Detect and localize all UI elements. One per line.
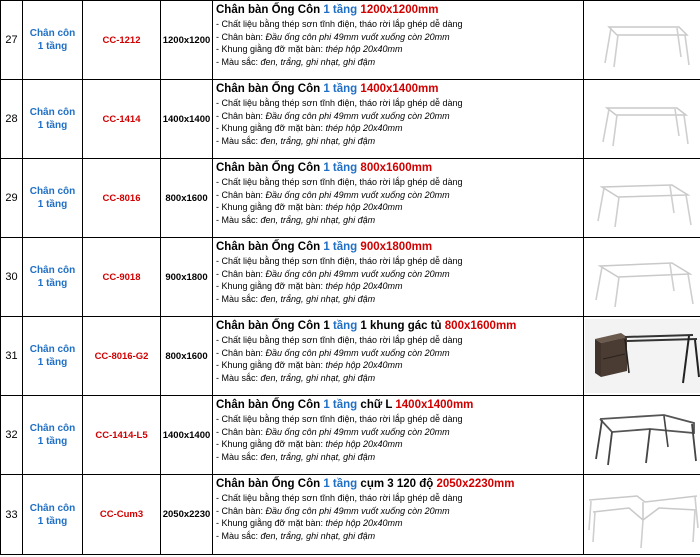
product-size: 1400x1400	[161, 396, 213, 475]
spec-frame	[216, 43, 583, 56]
row-number: 31	[1, 317, 23, 396]
title-tier: 1 tầng	[323, 478, 358, 490]
spec-color-label: - Màu sắc:	[216, 293, 259, 304]
table-row	[1, 475, 700, 555]
product-code: CC-8016-G2	[83, 317, 161, 396]
spec-leg-label: - Chân bàn:	[216, 347, 264, 358]
product-title	[216, 161, 583, 176]
product-description	[213, 475, 584, 555]
spec-leg	[216, 189, 583, 202]
product-image	[584, 396, 700, 475]
table-frame-square-icon	[589, 5, 699, 75]
spec-material: - Chất liệu bằng thép sơn tĩnh điện, tháo rời lắp ghép dễ dàng	[216, 19, 463, 29]
row-number: 28	[1, 80, 23, 159]
spec-frame	[216, 517, 583, 530]
product-image	[584, 238, 700, 317]
spec-leg-value: Đầu ống côn phi 49mm vuốt xuống còn 20mm	[265, 110, 450, 121]
spec-material: - Chất liệu bằng thép sơn tĩnh điện, tháo rời lắp ghép dễ dàng	[216, 335, 463, 345]
product-size: 2050x2230	[161, 475, 213, 555]
product-code: CC-9018	[83, 238, 161, 317]
spec-frame	[216, 122, 583, 135]
product-type-line2: 1 tầng	[37, 436, 68, 447]
product-description	[213, 317, 584, 396]
title-tier: tầng	[332, 320, 358, 332]
product-image	[584, 475, 700, 555]
product-size: 800x1600	[161, 317, 213, 396]
row-number: 33	[1, 475, 23, 555]
table-frame-l-shape-icon	[586, 399, 700, 471]
product-type-line2: 1 tầng	[37, 357, 68, 368]
title-tier: 1 tầng	[323, 241, 358, 253]
spec-frame-value: thép hộp 20x40mm	[325, 123, 403, 133]
spec-frame-label: - Khung giằng đỡ mặt bàn:	[216, 281, 323, 291]
product-description	[213, 396, 584, 475]
row-number: 32	[1, 396, 23, 475]
table-row	[1, 1, 700, 80]
spec-color-label: - Màu sắc:	[216, 56, 259, 67]
spec-color-label: - Màu sắc:	[216, 135, 259, 146]
row-number: 30	[1, 238, 23, 317]
product-size: 800x1600	[161, 159, 213, 238]
spec-leg-value: Đầu ống côn phi 49mm vuốt xuống còn 20mm	[265, 31, 450, 42]
table-frame-rect-icon	[588, 242, 700, 312]
product-description	[213, 1, 584, 80]
spec-leg-label: - Chân bàn:	[216, 31, 264, 42]
product-type-line1: Chân côn	[29, 265, 76, 276]
spec-material: - Chất liệu bằng thép sơn tĩnh điện, tháo rời lắp ghép dễ dàng	[216, 256, 463, 266]
product-type-line2: 1 tầng	[37, 515, 68, 527]
title-dimension: 1200x1200mm	[360, 4, 439, 16]
spec-leg-value: Đầu ống côn phi 49mm vuốt xuống còn 20mm	[265, 426, 450, 437]
product-code: CC-1212	[83, 1, 161, 80]
title-extra: cụm 3 120 độ	[360, 478, 434, 490]
title-main: Chân bàn Ống Côn	[216, 4, 321, 16]
title-main: Chân bàn Ống Côn	[216, 399, 321, 411]
spec-frame-label: - Khung giằng đỡ mặt bàn:	[216, 360, 323, 370]
spec-frame-label: - Khung giằng đỡ mặt bàn:	[216, 439, 323, 449]
product-type-line1: Chân côn	[29, 107, 76, 118]
spec-color-value: đen, trắng, ghi nhạt, ghi đậm	[260, 214, 376, 225]
product-type	[23, 80, 83, 159]
product-code: CC-8016	[83, 159, 161, 238]
product-type	[23, 1, 83, 80]
spec-frame-label: - Khung giằng đỡ mặt bàn:	[216, 123, 323, 133]
table-row	[1, 396, 700, 475]
product-type-line1: Chân côn	[29, 502, 76, 514]
spec-frame	[216, 438, 583, 451]
product-size: 900x1800	[161, 238, 213, 317]
spec-material: - Chất liệu bằng thép sơn tĩnh điện, tháo rời lắp ghép dễ dàng	[216, 177, 463, 187]
spec-leg	[216, 268, 583, 281]
spec-leg-value: Đầu ống côn phi 49mm vuốt xuống còn 20mm	[265, 268, 450, 279]
product-table-body	[1, 1, 700, 555]
spec-color	[216, 56, 583, 69]
spec-frame-value: thép hộp 20x40mm	[325, 281, 403, 291]
title-dimension: 800x1600mm	[444, 320, 517, 332]
spec-color	[216, 372, 583, 385]
product-image	[584, 159, 700, 238]
spec-leg-label: - Chân bàn:	[216, 189, 264, 200]
title-dimension: 1400x1400mm	[395, 399, 474, 411]
product-image	[584, 80, 700, 159]
title-main: Chân bàn Ống Côn	[216, 83, 321, 95]
product-type-line2: 1 tầng	[37, 278, 68, 289]
product-type-line2: 1 tầng	[37, 199, 68, 210]
product-image	[584, 317, 700, 396]
title-tier: 1 tầng	[323, 399, 358, 411]
product-description	[213, 159, 584, 238]
spec-leg-label: - Chân bàn:	[216, 426, 264, 437]
spec-leg-label: - Chân bàn:	[216, 505, 264, 516]
title-tier: 1 tầng	[323, 83, 358, 95]
spec-leg	[216, 31, 583, 44]
spec-leg	[216, 426, 583, 439]
title-extra: 1 khung gác tủ	[360, 320, 442, 332]
product-image	[584, 1, 700, 80]
spec-leg	[216, 347, 583, 360]
table-row	[1, 159, 700, 238]
table-frame-cluster-icon	[585, 478, 700, 552]
spec-color-value: đen, trắng, ghi nhạt, ghi đậm	[260, 293, 376, 304]
product-title	[216, 82, 583, 97]
spec-color-value: đen, trắng, ghi nhạt, ghi đậm	[260, 56, 376, 67]
spec-color	[216, 451, 583, 464]
spec-color-label: - Màu sắc:	[216, 451, 259, 462]
spec-color-value: đen, trắng, ghi nhạt, ghi đậm	[260, 135, 376, 146]
product-type	[23, 159, 83, 238]
spec-leg	[216, 110, 583, 123]
product-type	[23, 475, 83, 555]
spec-frame	[216, 280, 583, 293]
title-main: Chân bàn Ống Côn 1	[216, 320, 330, 332]
spec-color	[216, 293, 583, 306]
spec-frame-value: thép hộp 20x40mm	[325, 202, 403, 212]
spec-leg-value: Đầu ống côn phi 49mm vuốt xuống còn 20mm	[265, 505, 450, 516]
table-row	[1, 80, 700, 159]
spec-frame-label: - Khung giằng đỡ mặt bàn:	[216, 202, 323, 212]
title-main: Chân bàn Ống Côn	[216, 162, 321, 174]
table-frame-rect-icon	[588, 163, 700, 233]
spec-material: - Chất liệu bằng thép sơn tĩnh điện, tháo rời lắp ghép dễ dàng	[216, 414, 463, 424]
title-main: Chân bàn Ống Côn	[216, 241, 321, 253]
product-title	[216, 240, 583, 255]
spec-leg-value: Đầu ống côn phi 49mm vuốt xuống còn 20mm	[265, 347, 450, 358]
spec-material: - Chất liệu bằng thép sơn tĩnh điện, tháo rời lắp ghép dễ dàng	[216, 493, 463, 503]
spec-color-value: đen, trắng, ghi nhạt, ghi đậm	[260, 451, 376, 462]
spec-color	[216, 135, 583, 148]
title-dimension: 800x1600mm	[360, 162, 433, 174]
spec-frame-label: - Khung giằng đỡ mặt bàn:	[216, 44, 323, 54]
table-row	[1, 317, 700, 396]
spec-color	[216, 530, 583, 543]
spec-material: - Chất liệu bằng thép sơn tĩnh điện, tháo rời lắp ghép dễ dàng	[216, 98, 463, 108]
row-number: 27	[1, 1, 23, 80]
product-code: CC-1414	[83, 80, 161, 159]
spec-leg-value: Đầu ống côn phi 49mm vuốt xuống còn 20mm	[265, 189, 450, 200]
title-dimension: 2050x2230mm	[436, 478, 515, 490]
title-main: Chân bàn Ống Côn	[216, 478, 321, 490]
spec-color-value: đen, trắng, ghi nhạt, ghi đậm	[260, 530, 376, 541]
table-frame-cabinet-icon	[585, 319, 700, 393]
spec-frame	[216, 201, 583, 214]
title-dimension: 1400x1400mm	[360, 83, 439, 95]
product-description	[213, 80, 584, 159]
spec-color-label: - Màu sắc:	[216, 214, 259, 225]
spec-color-value: đen, trắng, ghi nhạt, ghi đậm	[260, 372, 376, 383]
product-type-line1: Chân côn	[29, 28, 76, 39]
product-type-line1: Chân côn	[29, 423, 76, 434]
product-type-line1: Chân côn	[29, 186, 76, 197]
product-title	[216, 319, 583, 334]
product-size: 1200x1200	[161, 1, 213, 80]
product-type	[23, 317, 83, 396]
spec-color	[216, 214, 583, 227]
product-title	[216, 3, 583, 18]
product-description	[213, 238, 584, 317]
product-title	[216, 477, 583, 492]
spec-frame-value: thép hộp 20x40mm	[325, 439, 403, 449]
product-type	[23, 238, 83, 317]
spec-frame-value: thép hộp 20x40mm	[325, 518, 403, 528]
title-tier: 1 tầng	[323, 4, 358, 16]
product-type-line2: 1 tầng	[37, 120, 68, 131]
title-dimension: 900x1800mm	[360, 241, 433, 253]
spec-leg	[216, 505, 583, 518]
product-type	[23, 396, 83, 475]
product-type-line1: Chân côn	[29, 344, 76, 355]
product-code: CC-1414-L5	[83, 396, 161, 475]
spec-leg-label: - Chân bàn:	[216, 110, 264, 121]
product-code: CC-Cum3	[83, 475, 161, 555]
spec-frame	[216, 359, 583, 372]
spec-color-label: - Màu sắc:	[216, 530, 259, 541]
product-title	[216, 398, 583, 413]
spec-leg-label: - Chân bàn:	[216, 268, 264, 279]
product-size: 1400x1400	[161, 80, 213, 159]
title-extra: chữ L	[360, 399, 393, 411]
title-tier: 1 tầng	[323, 162, 358, 174]
table-row	[1, 238, 700, 317]
product-type-line2: 1 tầng	[37, 41, 68, 52]
spec-frame-value: thép hộp 20x40mm	[325, 360, 403, 370]
row-number: 29	[1, 159, 23, 238]
spec-frame-value: thép hộp 20x40mm	[325, 44, 403, 54]
spec-color-label: - Màu sắc:	[216, 372, 259, 383]
spec-frame-label: - Khung giằng đỡ mặt bàn:	[216, 518, 323, 528]
table-frame-square-icon	[589, 84, 699, 154]
